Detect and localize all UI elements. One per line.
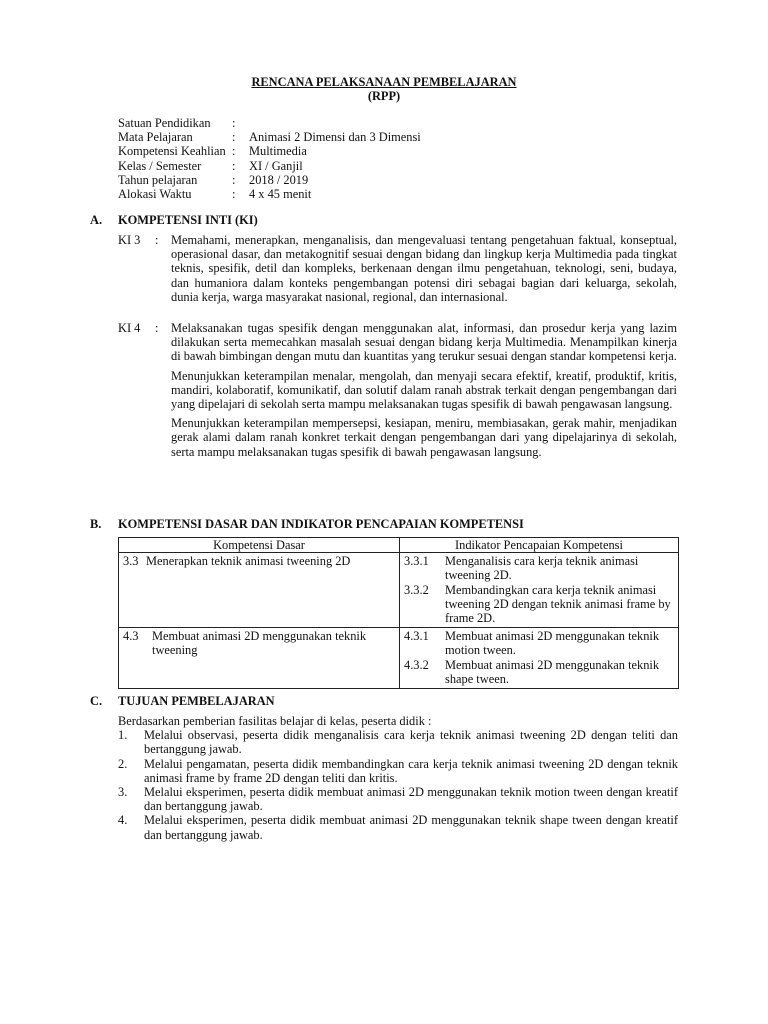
section-title: KOMPETENSI INTI (KI): [118, 213, 258, 227]
document-title: RENCANA PELAKSANAAN PEMBELAJARAN: [251, 75, 517, 89]
table-row: [119, 628, 679, 689]
indicator-number: 4.3.1: [404, 629, 429, 644]
item-number: 2.: [118, 756, 128, 771]
column-header: Indikator Pencapaian Kompetensi: [400, 538, 679, 553]
meta-value: 2018 / 2019: [249, 172, 309, 187]
meta-value: XI / Ganjil: [249, 158, 303, 173]
ki-paragraph: Menunjukkan keterampilan menalar, mengolah, dan menyaji secara efektif, kreatif, produktif, kritis, mandiri, kolaboratif, komunikatif, dan solutif dalam ranah abstrak terkait dengan pengembangan dari yang dipelajari di sekolah serta mampu melaksanakan tugas spesifik di bawah pengawasan langsung.: [171, 368, 677, 412]
kd-text: Menerapkan teknik animasi tweening 2D: [146, 554, 351, 569]
indicator-text: Menganalisis cara kerja teknik animasi tweening 2D.: [445, 554, 639, 583]
indicator-text: Membuat animasi 2D menggunakan teknik motion tween.: [445, 629, 660, 658]
item-text: Melalui eksperimen, peserta didik membuat animasi 2D menggunakan teknik motion tween dengan kreatif dan bertanggung jawab.: [144, 785, 678, 814]
colon: :: [232, 186, 236, 201]
meta-row: [118, 173, 421, 187]
colon: :: [232, 116, 236, 130]
list-item: [118, 728, 678, 756]
ki-paragraph: Menunjukkan keterampilan mempersepsi, kesiapan, meniru, membiasakan, gerak mahir, menjadikan gerak alami dalam ranah konkret terkait dengan pengembangan dari yang dipelajarinya di sekolah, serta mampu melaksanakan tugas spesifik di bawah pengawasan langsung.: [171, 416, 677, 459]
item-number: 1.: [118, 728, 128, 743]
meta-label: Mata Pelajaran: [118, 130, 193, 145]
meta-label: Satuan Pendidikan: [118, 116, 211, 130]
kd-cell: [119, 553, 400, 628]
column-header: Kompetensi Dasar: [119, 538, 400, 553]
meta-value: 4 x 45 menit: [249, 186, 312, 201]
section-letter: A.: [90, 213, 103, 227]
section-c-heading: [90, 694, 275, 708]
ki-label: KI 4: [118, 321, 141, 335]
identity-block: [118, 116, 421, 201]
ki-body: [171, 233, 677, 309]
learning-objectives: [118, 714, 678, 842]
colon: :: [232, 172, 236, 187]
indicator-text: Membuat animasi 2D menggunakan teknik shape tween.: [445, 657, 660, 686]
colon: :: [232, 144, 236, 159]
ki-body: [171, 321, 677, 464]
kd-number: 3.3: [123, 554, 139, 569]
section-b-heading: [90, 517, 524, 531]
item-text: Melalui eksperimen, peserta didik membuat animasi 2D menggunakan teknik shape tween dengan kreatif dan bertanggung jawab.: [144, 813, 678, 842]
meta-value: Animasi 2 Dimensi dan 3 Dimensi: [249, 130, 421, 145]
kd-number: 4.3: [123, 629, 139, 644]
section-letter: B.: [90, 517, 102, 531]
kd-cell: [119, 628, 400, 689]
objectives-intro: Berdasarkan pemberian fasilitas belajar di kelas, peserta didik :: [118, 714, 432, 728]
ki-label: KI 3: [118, 233, 141, 247]
indicator-text: Membandingkan cara kerja teknik animasi tweening 2D dengan teknik animasi frame by frame 2D.: [445, 582, 671, 626]
section-title: TUJUAN PEMBELAJARAN: [118, 694, 275, 708]
meta-row: [118, 187, 421, 201]
section-letter: C.: [90, 694, 103, 708]
meta-row: [118, 159, 421, 173]
item-number: 3.: [118, 785, 128, 800]
objectives-list: [118, 728, 678, 842]
item-text: Melalui observasi, peserta didik menganalisis cara kerja teknik animasi tweening 2D dengan teliti dan bertanggung jawab.: [144, 728, 678, 757]
list-item: [118, 757, 678, 785]
section-title: KOMPETENSI DASAR DAN INDIKATOR PENCAPAIAN KOMPETENSI: [118, 517, 524, 531]
indicator-cell: [400, 628, 679, 689]
list-item: [118, 785, 678, 813]
colon: :: [155, 233, 159, 247]
ki-paragraph: Memahami, menerapkan, menganalisis, dan mengevaluasi tentang pengetahuan faktual, konseptual, operasional dasar, dan metakognitif sesuai dengan bidang dan lingkup kerja Multimedia pada tingkat teknis, spesifik, detil dan kompleks, berkenaan dengan ilmu pengetahuan, teknologi, seni, budaya, dan humaniora dalam konteks pengembangan potensi diri sebagai bagian dari keluarga, sekolah, dunia kerja, warga masyarakat nasional, regional, dan internasional.: [171, 233, 677, 304]
colon: :: [155, 321, 159, 335]
table-header-row: [119, 538, 679, 553]
meta-row: [118, 144, 421, 158]
meta-value: Multimedia: [249, 144, 307, 159]
ki-paragraph: Melaksanakan tugas spesifik dengan menggunakan alat, informasi, dan prosedur kerja yang lazim dilakukan serta memecahkan masalah sesuai dengan bidang kerja Multimedia. Menampilkan kinerja di bawah bimbingan dengan mutu dan kuantitas yang terukur sesuai dengan standar kompetensi kerja.: [171, 321, 677, 364]
meta-label: Tahun pelajaran: [118, 172, 198, 187]
meta-row: [118, 130, 421, 144]
section-a-heading: [90, 213, 258, 227]
indicator-cell: [400, 553, 679, 628]
meta-row: [118, 116, 421, 130]
indicator-number: 3.3.2: [404, 582, 429, 597]
meta-label: Alokasi Waktu: [118, 186, 192, 201]
list-item: [118, 813, 678, 841]
meta-label: Kompetensi Keahlian: [118, 144, 226, 159]
table-row: [119, 553, 679, 628]
kd-text: Membuat animasi 2D menggunakan teknik tweening: [152, 629, 367, 658]
meta-label: Kelas / Semester: [118, 158, 202, 173]
colon: :: [232, 158, 236, 173]
document-subtitle: (RPP): [367, 89, 401, 103]
colon: :: [232, 130, 236, 145]
indicator-number: 3.3.1: [404, 554, 429, 569]
item-text: Melalui pengamatan, peserta didik membandingkan cara kerja teknik animasi tweening 2D dengan teknik animasi frame by frame 2D dengan teliti dan kritis.: [144, 756, 678, 785]
item-number: 4.: [118, 813, 128, 828]
indicator-number: 4.3.2: [404, 657, 429, 672]
competency-table: [118, 537, 679, 689]
